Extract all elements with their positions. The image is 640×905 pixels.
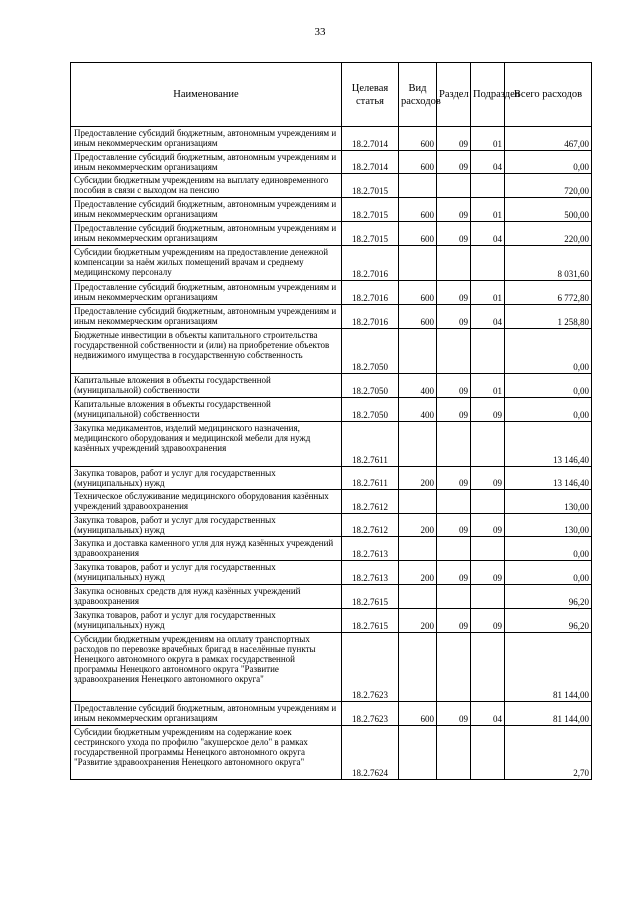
row-target: 18.2.7612 [342, 490, 399, 514]
row-kind: 200 [399, 467, 437, 490]
row-subsection: 04 [471, 305, 505, 329]
row-total: 81 144,00 [505, 633, 592, 702]
row-subsection: 04 [471, 151, 505, 174]
table-row [71, 467, 592, 490]
row-target: 18.2.7015 [342, 174, 399, 198]
row-total: 0,00 [505, 329, 592, 374]
table-row [71, 633, 592, 702]
row-target: 18.2.7015 [342, 198, 399, 222]
table-header-row [71, 63, 592, 127]
row-target: 18.2.7014 [342, 127, 399, 151]
row-total: 96,20 [505, 609, 592, 633]
row-section [437, 585, 471, 609]
row-kind: 600 [399, 127, 437, 151]
row-target: 18.2.7611 [342, 422, 399, 467]
row-total: 2,70 [505, 726, 592, 780]
row-subsection [471, 537, 505, 561]
row-section [437, 246, 471, 281]
table-row [71, 702, 592, 726]
row-target: 18.2.7615 [342, 609, 399, 633]
row-kind: 600 [399, 151, 437, 174]
row-total: 13 146,40 [505, 467, 592, 490]
row-name: Закупка товаров, работ и услуг для государственных (муниципальных) нужд [71, 561, 342, 585]
row-total: 0,00 [505, 398, 592, 422]
row-name: Предоставление субсидий бюджетным, автономным учреждениям и иным некоммерческим организациям [71, 198, 342, 222]
header-total: Всего расходов [505, 63, 592, 127]
row-name: Капитальные вложения в объекты государственной (муниципальной) собственности [71, 374, 342, 398]
row-section: 09 [437, 374, 471, 398]
row-subsection [471, 490, 505, 514]
row-target: 18.2.7016 [342, 305, 399, 329]
table-row [71, 422, 592, 467]
header-target: Целевая статья [342, 63, 399, 127]
row-target: 18.2.7615 [342, 585, 399, 609]
row-name: Техническое обслуживание медицинского оборудования казённых учреждений здравоохранения [71, 490, 342, 514]
row-name: Субсидии бюджетным учреждениям на предоставление денежной компенсации за наём жилых помещений врачам и среднему медицинскому персоналу [71, 246, 342, 281]
header-name: Наименование [71, 63, 342, 127]
row-subsection [471, 246, 505, 281]
row-subsection: 09 [471, 398, 505, 422]
table-row [71, 726, 592, 780]
table-row [71, 514, 592, 537]
row-name: Субсидии бюджетным учреждениям на оплату транспортных расходов по перевозке врачебных бригад в населённые пункты Ненецкого автономного округа в рамках государственной программы Ненецкого автономного округа "Развитие здравоохранения Ненецкого автономного округа" [71, 633, 342, 702]
row-kind: 600 [399, 305, 437, 329]
row-target: 18.2.7016 [342, 246, 399, 281]
row-section: 09 [437, 305, 471, 329]
row-section [437, 490, 471, 514]
row-kind: 200 [399, 561, 437, 585]
row-name: Закупка товаров, работ и услуг для государственных (муниципальных) нужд [71, 609, 342, 633]
row-total: 220,00 [505, 222, 592, 246]
row-total: 0,00 [505, 374, 592, 398]
row-name: Закупка и доставка каменного угля для нужд казённых учреждений здравоохранения [71, 537, 342, 561]
row-total: 720,00 [505, 174, 592, 198]
row-total: 467,00 [505, 127, 592, 151]
row-total: 13 146,40 [505, 422, 592, 467]
row-kind [399, 585, 437, 609]
header-kind: Вид расходов [399, 63, 437, 127]
table-row [71, 374, 592, 398]
table-row [71, 151, 592, 174]
row-target: 18.2.7050 [342, 374, 399, 398]
row-target: 18.2.7050 [342, 329, 399, 374]
row-section: 09 [437, 702, 471, 726]
row-subsection: 04 [471, 702, 505, 726]
row-target: 18.2.7016 [342, 281, 399, 305]
row-total: 0,00 [505, 561, 592, 585]
table-row [71, 127, 592, 151]
row-name: Предоставление субсидий бюджетным, автономным учреждениям и иным некоммерческим организациям [71, 222, 342, 246]
table-row [71, 281, 592, 305]
row-subsection [471, 329, 505, 374]
row-section [437, 422, 471, 467]
row-subsection [471, 422, 505, 467]
table-row [71, 222, 592, 246]
row-target: 18.2.7613 [342, 537, 399, 561]
table-row [71, 329, 592, 374]
header-section: Раздел [437, 63, 471, 127]
row-section [437, 329, 471, 374]
row-kind: 200 [399, 514, 437, 537]
row-subsection: 09 [471, 561, 505, 585]
row-kind: 400 [399, 398, 437, 422]
row-subsection: 01 [471, 281, 505, 305]
row-name: Предоставление субсидий бюджетным, автономным учреждениям и иным некоммерческим организациям [71, 281, 342, 305]
row-kind: 400 [399, 374, 437, 398]
row-kind [399, 174, 437, 198]
row-total: 130,00 [505, 514, 592, 537]
row-subsection: 09 [471, 467, 505, 490]
table-row [71, 198, 592, 222]
header-subsection: Подраздел [471, 63, 505, 127]
row-name: Предоставление субсидий бюджетным, автономным учреждениям и иным некоммерческим организациям [71, 151, 342, 174]
row-section: 09 [437, 198, 471, 222]
row-section: 09 [437, 561, 471, 585]
row-section: 09 [437, 151, 471, 174]
row-target: 18.2.7015 [342, 222, 399, 246]
row-kind: 600 [399, 702, 437, 726]
row-target: 18.2.7611 [342, 467, 399, 490]
row-subsection: 01 [471, 127, 505, 151]
row-name: Капитальные вложения в объекты государственной (муниципальной) собственности [71, 398, 342, 422]
row-section: 09 [437, 222, 471, 246]
row-total: 8 031,60 [505, 246, 592, 281]
row-kind [399, 633, 437, 702]
row-target: 18.2.7624 [342, 726, 399, 780]
row-subsection [471, 633, 505, 702]
row-section: 09 [437, 609, 471, 633]
row-subsection [471, 585, 505, 609]
row-total: 81 144,00 [505, 702, 592, 726]
row-target: 18.2.7612 [342, 514, 399, 537]
row-kind [399, 329, 437, 374]
row-total: 130,00 [505, 490, 592, 514]
page-number: 33 [314, 26, 326, 38]
row-target: 18.2.7613 [342, 561, 399, 585]
row-kind [399, 490, 437, 514]
row-total: 96,20 [505, 585, 592, 609]
row-name: Предоставление субсидий бюджетным, автономным учреждениям и иным некоммерческим организациям [71, 305, 342, 329]
table-row [71, 174, 592, 198]
row-target: 18.2.7050 [342, 398, 399, 422]
row-kind: 600 [399, 222, 437, 246]
table-row [71, 305, 592, 329]
row-section: 09 [437, 281, 471, 305]
row-kind [399, 726, 437, 780]
row-subsection [471, 726, 505, 780]
row-subsection: 01 [471, 198, 505, 222]
row-kind: 600 [399, 198, 437, 222]
table-row [71, 246, 592, 281]
row-name: Субсидии бюджетным учреждениям на выплату единовременного пособия в связи с выходом на пенсию [71, 174, 342, 198]
row-section: 09 [437, 127, 471, 151]
row-section [437, 726, 471, 780]
row-name: Закупка товаров, работ и услуг для государственных (муниципальных) нужд [71, 467, 342, 490]
row-subsection: 01 [471, 374, 505, 398]
row-kind: 200 [399, 609, 437, 633]
expenses-table [70, 62, 592, 780]
row-section [437, 537, 471, 561]
table-row [71, 585, 592, 609]
table-row [71, 609, 592, 633]
row-section [437, 174, 471, 198]
table-row [71, 490, 592, 514]
row-subsection: 09 [471, 609, 505, 633]
row-kind [399, 537, 437, 561]
table-row [71, 561, 592, 585]
row-name: Предоставление субсидий бюджетным, автономным учреждениям и иным некоммерческим организациям [71, 127, 342, 151]
row-name: Закупка основных средств для нужд казённых учреждений здравоохранения [71, 585, 342, 609]
row-name: Предоставление субсидий бюджетным, автономным учреждениям и иным некоммерческим организациям [71, 702, 342, 726]
row-total: 0,00 [505, 537, 592, 561]
table-row [71, 537, 592, 561]
row-target: 18.2.7623 [342, 702, 399, 726]
row-total: 6 772,80 [505, 281, 592, 305]
row-section: 09 [437, 398, 471, 422]
row-name: Субсидии бюджетным учреждениям на содержание коек сестринского ухода по профилю "акушерское дело" в рамках государственной программы Ненецкого автономного округа "Развитие здравоохранения Ненецкого автономного округа" [71, 726, 342, 780]
row-section: 09 [437, 467, 471, 490]
row-total: 0,00 [505, 151, 592, 174]
row-kind: 600 [399, 281, 437, 305]
row-target: 18.2.7623 [342, 633, 399, 702]
row-subsection [471, 174, 505, 198]
row-subsection: 04 [471, 222, 505, 246]
row-kind [399, 422, 437, 467]
row-subsection: 09 [471, 514, 505, 537]
row-section [437, 633, 471, 702]
row-name: Закупка товаров, работ и услуг для государственных (муниципальных) нужд [71, 514, 342, 537]
row-total: 500,00 [505, 198, 592, 222]
row-name: Бюджетные инвестиции в объекты капитального строительства государственной собственности и (или) на приобретение объектов недвижимого имущества в государственную собственность [71, 329, 342, 374]
row-total: 1 258,80 [505, 305, 592, 329]
table-row [71, 398, 592, 422]
row-kind [399, 246, 437, 281]
row-name: Закупка медикаментов, изделий медицинского назначения, медицинского оборудования и медицинской мебели для нужд казённых учреждений здравоохранения [71, 422, 342, 467]
row-section: 09 [437, 514, 471, 537]
row-target: 18.2.7014 [342, 151, 399, 174]
